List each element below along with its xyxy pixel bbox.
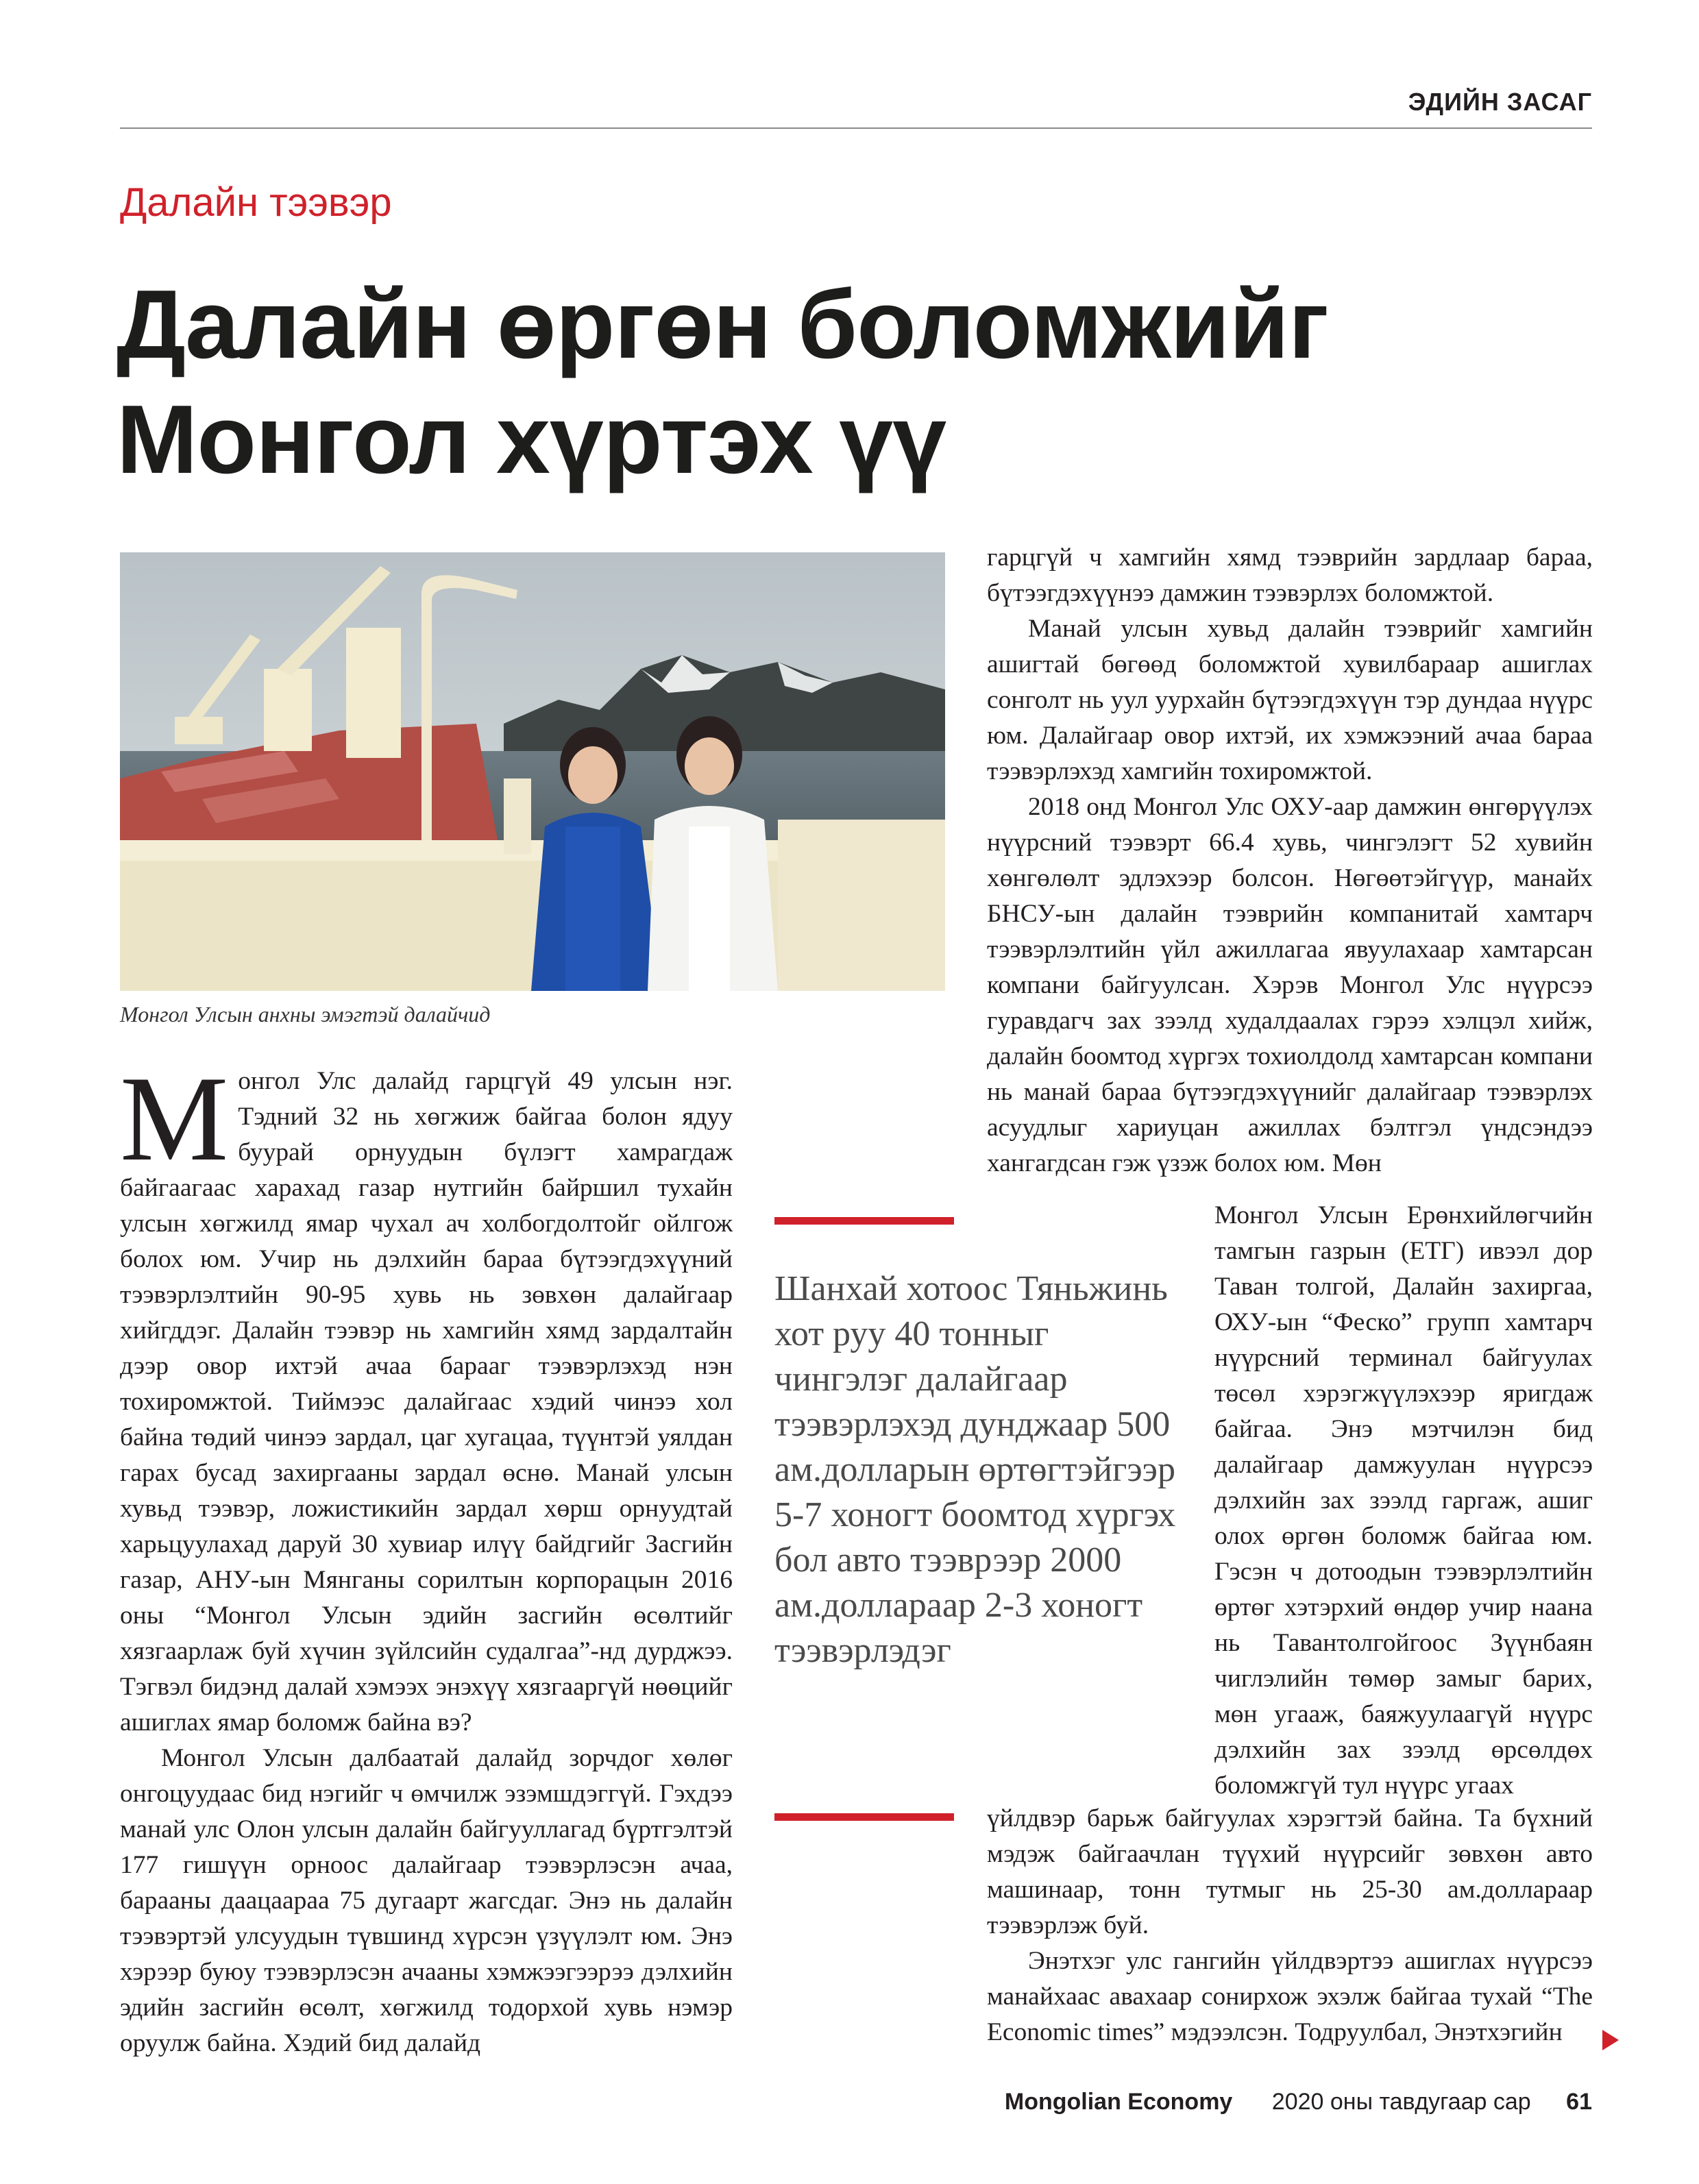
article-column-2-top bbox=[987, 540, 1593, 1181]
article-title bbox=[117, 267, 1487, 498]
pullquote-top-rule bbox=[774, 1217, 954, 1225]
paragraph: гарцгүй ч хамгийн хямд тээврийн зардлаар бараа, бүтээгдэхүүнээ дамжин тээвэрлэх боломжтой. bbox=[987, 543, 1593, 607]
pullquote: Шанхай хотоос Тяньжинь хот руу 40 тонныг чингэлэг далайгаар тээвэрлэхэд дунджаар 500 ам.долларын өртөгтэйгээр 5-7 хоногт боомтод хүргэх бол авто тээврээр 2000 ам.доллараар 2-3 хоногт тээвэрлэдэг bbox=[774, 1269, 1176, 1670]
article-column-1 bbox=[120, 1051, 733, 2061]
article-kicker: Далайн тээвэр bbox=[120, 180, 392, 225]
drop-cap: М bbox=[120, 1051, 229, 1186]
paragraph: Манай улсын хувьд далайн тээврийг хамгийн ашигтай бөгөөд боломжтой хувилбараар ашиглах сонголт нь уул уурхайн бүтээгдэхүүн тэр дундаа нүүрс юм. Далайгаар овор ихтэй, их хэмжээний ачаа бараа тээвэрлэхэд хамгийн тохиромжтой. bbox=[987, 615, 1593, 785]
paragraph bbox=[120, 1051, 733, 1741]
section-label: ЭДИЙН ЗАСАГ bbox=[1408, 88, 1592, 116]
continued-arrow-icon bbox=[1602, 2030, 1619, 2050]
magazine-name: Mongolian Economy bbox=[1004, 2089, 1233, 2115]
pullquote-bottom-rule bbox=[774, 1813, 954, 1821]
paragraph-text: онгол Улс далайд гарцгүй 49 улсын нэг. Тэдний 32 нь хөгжиж байгаа болон ядуу буурай орнуудын бүлэгт хамрагдаж байгаагаас харахад газар нутгийн байршил тухайн улсын хөгжилд ямар чухал ач холбогдолтойг ойлгож болох юм. Учир нь дэлхийн бараа бүтээгдэхүүний тээвэрлэлтийн 90-95 хувь нь зөвхөн далайгаар хийгддэг. Далайн тээвэр нь хамгийн хямд зардалтайн дээр овор ихтэй ачаа барааг тээвэрлэхэд нэн тохиромжтой. Тиймээс далайгаас хэдий чинээ хол байна төдий чинээ зардал, цаг хугацаа, түүнтэй уялдан гарах бусад захиргааны зардал өснө. Манай улсын хувьд тээвэр, ложистикийн зардал хөрш орнуудтай харьцуулахад даруй 30 хувиар илүү байдгийг Засгийн газар, АНУ-ын Мянганы сорилтын корпорацын 2016 оны “Монгол Улсын эдийн засгийн өсөлтийг хязгаарлаж буй хүчин зүйлсийн судалгаа”-нд дурджээ. Тэгвэл бидэнд далай хэмээх энэхүү хязгааргүй нөөцийг ашиглах ямар боломж байна вэ? bbox=[120, 1067, 733, 1737]
title-line-1: Далайн өргөн боломжийг bbox=[117, 270, 1328, 379]
paragraph: Монгол Улсын далбаатай далайд зорчдог хөлөг онгоцуудаас бид нэгийг ч өмчилж эзэмшдэггүй. Гэхдээ манай улс Олон улсын далайн байгууллагад бүртгэлтэй 177 гишүүн орноос далайгаар тээвэрлэсэн ачаа, барааны даацаараа 75 дугаарт жагсдаг. Энэ нь далайн тээвэртэй улсуудын түвшинд хүрсэн үзүүлэлт юм. Энэ хэрээр буюу тээвэрлэсэн ачааны хэмжээгээрээ дэлхийн эдийн засгийн өсөлт, хөгжилд тодорхой хувь нэмэр оруулж байна. Хэдий бид далайд bbox=[120, 1744, 733, 2057]
paragraph: Монгол Улсын Ерөнхийлөгчийн тамгын газрын (ЕТГ) ивээл дор Таван толгой, Далайн захиргаа, ОХУ-ын “Феско” групп хамтарч нүүрсний терминал байгуулах төсөл хэрэгжүүлэхээр яригдаж байгаа. Энэ мэтчилэн бид далайгаар дамжуулан нүүрсээ дэлхийн зах зээлд гаргаж, ашиг олох өргөн боломж байгаа юм. Гэсэн ч дотоодын тээвэрлэлтийн өртөг хэтэрхий өндөр учир наана нь Тавантолгойгоос Зүүнбаян чиглэлийн төмөр замыг барих, мөн угааж, баяжуулаагүй нүүрс дэлхийн зах зээлд өрсөлдөх боломжгүй тул нүүрс угаах bbox=[1214, 1201, 1593, 1800]
article-photo bbox=[120, 552, 945, 991]
photo-caption: Монгол Улсын анхны эмэгтэй далайчид bbox=[120, 1002, 491, 1027]
header-rule bbox=[120, 127, 1592, 129]
page-number: 61 bbox=[1566, 2089, 1592, 2115]
page-footer bbox=[1005, 2089, 1592, 2115]
paragraph: Энэтхэг улс гангийн үйлдвэртээ ашиглах нүүрсээ манайхаас авахаар сонирхож эхэлж байгаа тухай “The Economic times” мэдээлсэн. Тодруулбал, Энэтхэгийн bbox=[987, 1947, 1593, 2046]
article-column-2-bottom bbox=[987, 1801, 1593, 2050]
paragraph: үйлдвэр барьж байгуулах хэрэгтэй байна. Та бүхний мэдэж байгаачлан түүхий нүүрсийг зөвхөн авто машинаар, тонн тутмыг нь 25-30 ам.доллараар тээвэрлэж буй. bbox=[987, 1804, 1593, 1939]
title-line-2: Монгол хүртэх үү bbox=[117, 385, 946, 494]
article-column-2-narrow bbox=[1214, 1198, 1593, 1804]
issue-date: 2020 оны тавдугаар сар bbox=[1271, 2089, 1531, 2115]
paragraph: 2018 онд Монгол Улс ОХУ-аар дамжин өнгөрүүлэх нүүрсний тээвэрт 66.4 хувь, чингэлэгт 52 хувийн хөнгөлөлт эдлэхээр болсон. Нөгөөтэйгүүр, манайх БНСУ-ын далайн тээврийн компанитай хамтарч тээвэрлэлтийн үйл ажиллагаа явуулахаар хамтарсан компани байгуулсан. Хэрэв Монгол Улс нүүрсээ гуравдагч зах зээлд худалдаалах гэрээ хэлцэл хийж, далайн боомтод хүргэх тохиолдолд хамтарсан компани нь манай бараа бүтээгдэхүүнийг далайгаар тээвэрлэх асуудлыг хариуцан ажиллах бэлтгэл үндсэндээ хангагдсан гэж үзэж болох юм. Мөн bbox=[987, 793, 1593, 1177]
